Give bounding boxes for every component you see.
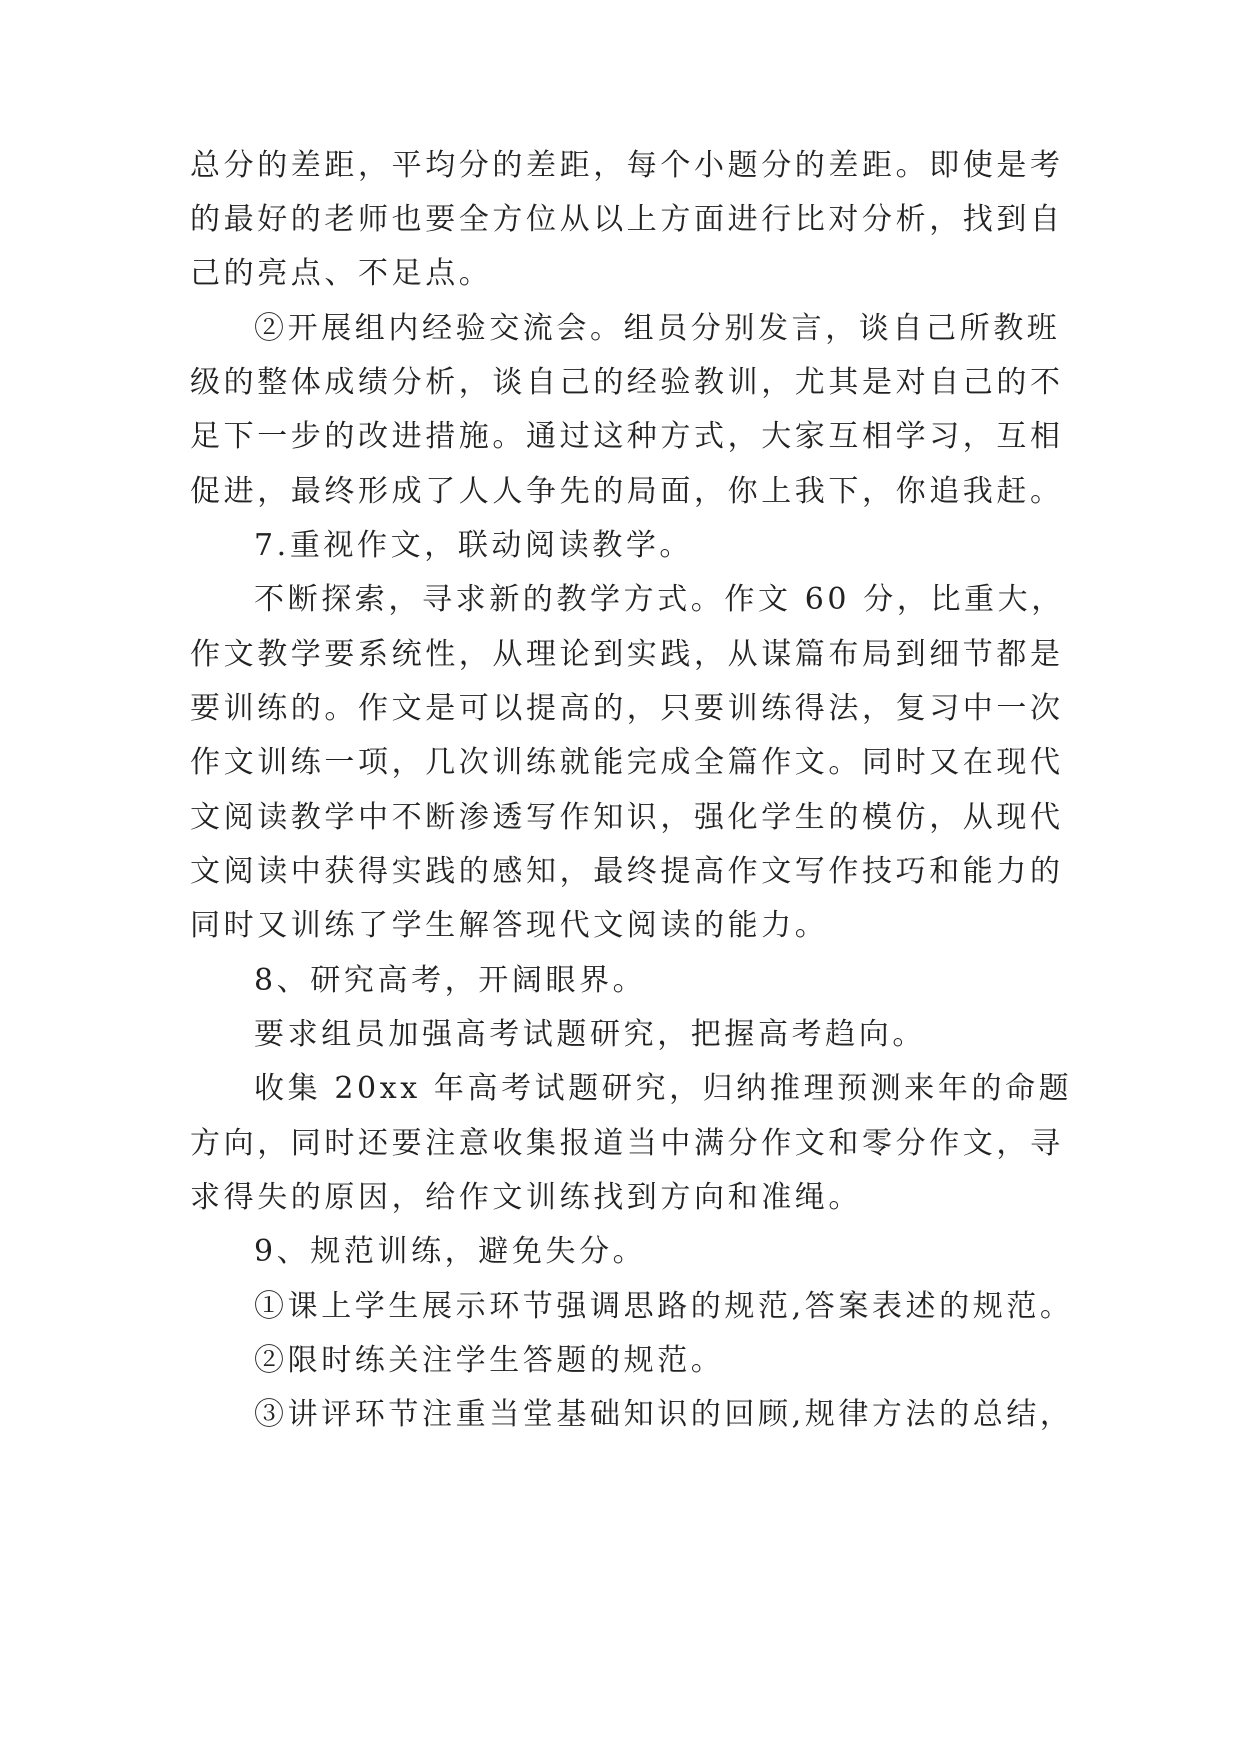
- text-line: 要训练的。作文是可以提高的，只要训练得法，复习中一次: [190, 691, 1064, 726]
- text-line: 的最好的老师也要全方位从以上方面进行比对分析，找到自: [190, 202, 1064, 237]
- text-line: 文阅读中获得实践的感知，最终提高作文写作技巧和能力的: [190, 854, 1064, 889]
- section-heading: 9、规范训练，避免失分。: [254, 1234, 647, 1269]
- text-line: 不断探索，寻求新的教学方式。作文 60 分，比重大，: [254, 582, 1065, 617]
- list-item: ②限时练关注学生答题的规范。: [254, 1343, 725, 1378]
- list-item: ③讲评环节注重当堂基础知识的回顾,规律方法的总结，: [254, 1397, 1074, 1432]
- text-line: ②开展组内经验交流会。组员分别发言，谈自己所教班: [254, 311, 1061, 346]
- text-line: 作文教学要系统性，从理论到实践，从谋篇布局到细节都是: [190, 637, 1064, 672]
- text-line: 足下一步的改进措施。通过这种方式，大家互相学习，互相: [190, 419, 1064, 454]
- text-line: 文阅读教学中不断渗透写作知识，强化学生的模仿，从现代: [190, 800, 1064, 835]
- section-heading: 8、研究高考，开阔眼界。: [254, 963, 647, 998]
- section-heading: 7.重视作文，联动阅读教学。: [254, 528, 694, 563]
- text-line: 促进，最终形成了人人争先的局面，你上我下，你追我赶。: [190, 474, 1064, 509]
- text-line: 收集 20xx 年高考试题研究，归纳推理预测来年的命题: [254, 1071, 1073, 1106]
- text-line: 总分的差距，平均分的差距，每个小题分的差距。即使是考: [190, 148, 1064, 183]
- text-line: 求得失的原因，给作文训练找到方向和准绳。: [190, 1180, 862, 1215]
- text-line: 同时又训练了学生解答现代文阅读的能力。: [190, 908, 829, 943]
- list-item: ①课上学生展示环节强调思路的规范,答案表述的规范。: [254, 1289, 1074, 1324]
- text-line: 己的亮点、不足点。: [190, 256, 493, 291]
- text-line: 级的整体成绩分析，谈自己的经验教训，尤其是对自己的不: [190, 365, 1064, 400]
- text-line: 作文训练一项，几次训练就能完成全篇作文。同时又在现代: [190, 745, 1064, 780]
- text-line: 方向，同时还要注意收集报道当中满分作文和零分作文，寻: [190, 1126, 1064, 1161]
- text-line: 要求组员加强高考试题研究，把握高考趋向。: [254, 1017, 926, 1052]
